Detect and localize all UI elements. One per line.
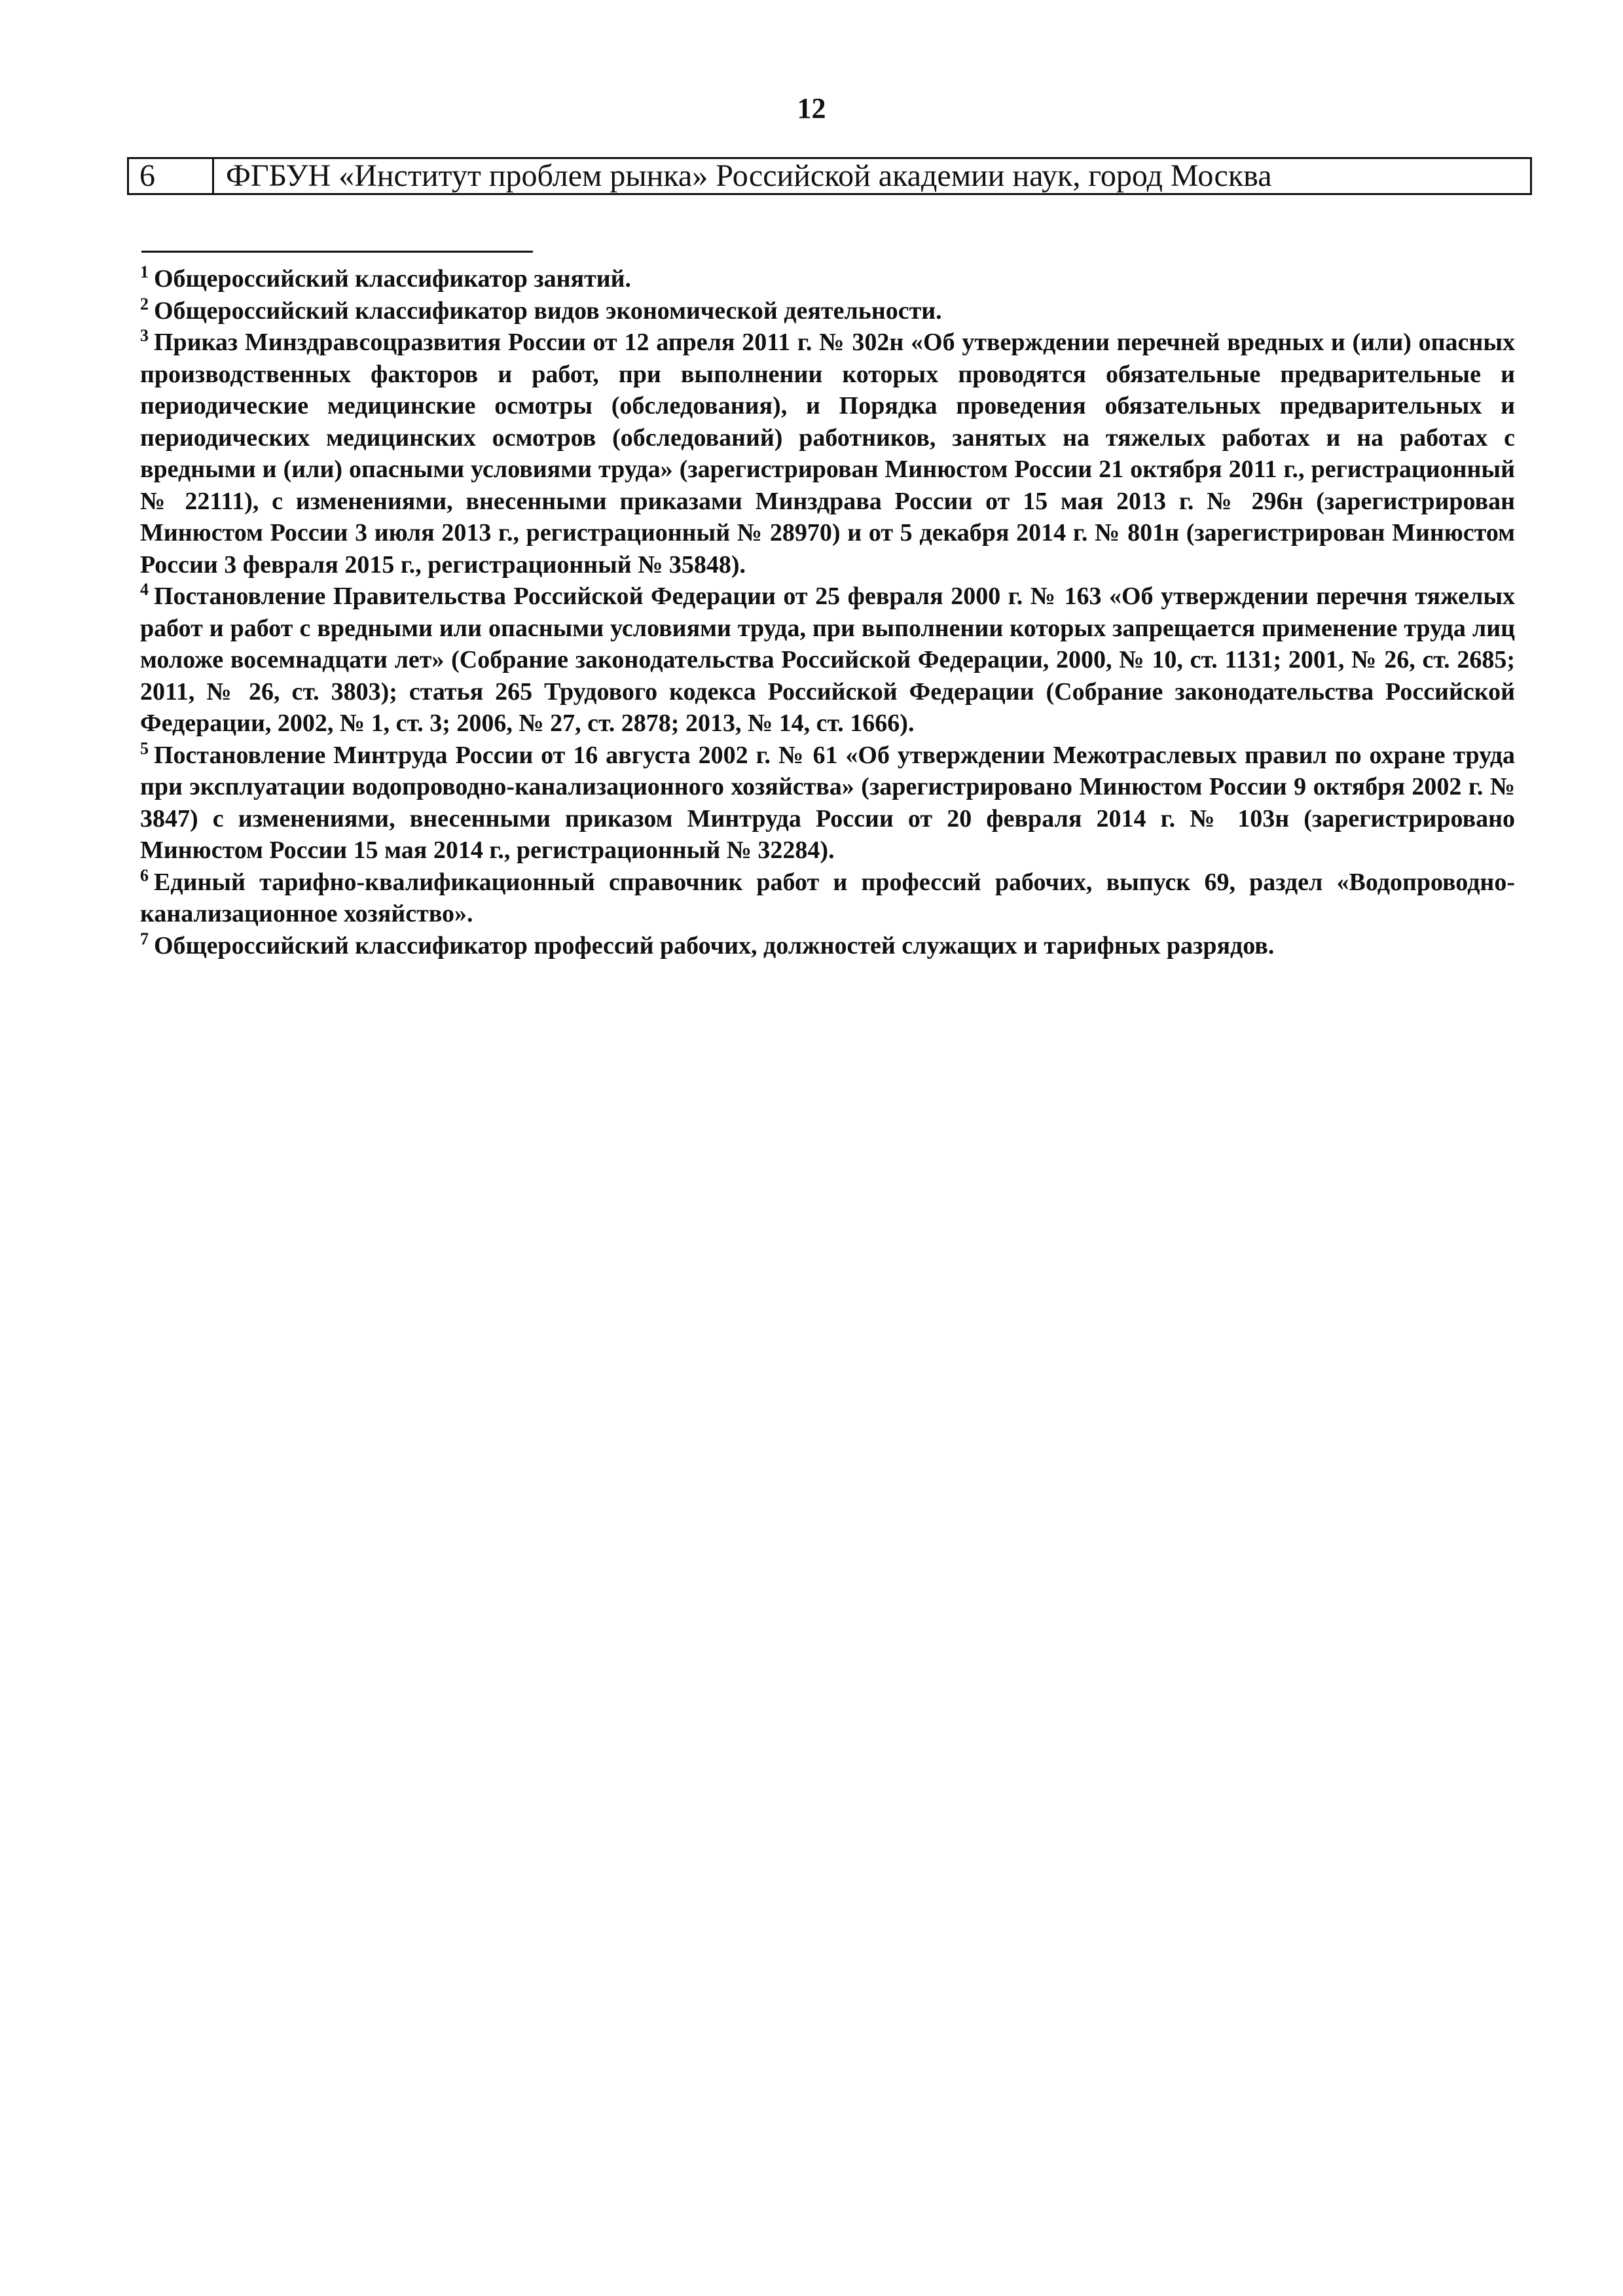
footnote-marker: 2 [140,294,149,314]
footnote-text: Единый тарифно-квалификационный справочник работ и профессий рабочих, выпуск 69, раздел «Водопроводно-канализационное хозяйство». [140,868,1515,927]
footnote-marker: 6 [140,865,149,885]
footnote-4 [140,581,1515,740]
footnote-7 [140,930,1515,962]
footnote-marker: 5 [140,738,149,758]
footnote-1 [140,263,1515,295]
organization-name-cell: ФГБУН «Институт проблем рынка» Российской академии наук, город Москва [226,159,1272,193]
footnote-6 [140,867,1515,930]
footnote-text: Общероссийский классификатор профессий рабочих, должностей служащих и тарифных разрядов. [154,931,1275,960]
footnote-5 [140,740,1515,867]
footnote-text: Приказ Минздравсоцразвития России от 12 апреля 2011 г. № 302н «Об утверждении перечней вредных и (или) опасных производственных факторов и работ, при выполнении которых проводятся обязательные предварительные и периодические медицинские осмотры (обследования), и Порядка проведения обязательных предварительных и периодических медицинских осмотров (обследований) работников, занятых на тяжелых работах и на работах с вредными и (или) опасными условиями труда» (зарегистрирован Минюстом России 21 октября 2011 г., регистрационный № 22111), с изменениями, внесенными приказами Минздрава России от 15 мая 2013 г. № 296н (зарегистрирован Минюстом России 3 июля 2013 г., регистрационный № 28970) и от 5 декабря 2014 г. № 801н (зарегистрирован Минюстом России 3 февраля 2015 г., регистрационный № 35848). [140,329,1515,579]
footnote-3 [140,327,1515,581]
footnote-marker: 7 [140,929,149,948]
footnote-marker: 4 [140,580,149,599]
footnote-marker: 1 [140,262,149,281]
organization-table-row [127,157,1532,195]
footnote-text: Общероссийский классификатор занятий. [154,265,632,293]
footnote-text: Общероссийский классификатор видов экономической деятельности. [154,296,942,325]
row-number-cell: 6 [129,159,214,193]
footnote-text: Постановление Правительства Российской Федерации от 25 февраля 2000 г. № 163 «Об утверждении перечня тяжелых работ и работ с вредными или опасными условиями труда, при выполнении которых запрещается применение труда лиц моложе восемнадцати лет» (Собрание законодательства Российской Федерации, 2000, № 10, ст. 1131; 2001, № 26, ст. 2685; 2011, № 26, ст. 3803); статья 265 Трудового кодекса Российской Федерации (Собрание законодательства Российской Федерации, 2002, № 1, ст. 3; 2006, № 27, ст. 2878; 2013, № 14, ст. 1666). [140,583,1515,737]
footnote-marker: 3 [140,326,149,345]
page-number: 12 [797,92,826,124]
footnote-2 [140,295,1515,327]
footnote-separator [141,251,533,253]
footnote-text: Постановление Минтруда России от 16 августа 2002 г. № 61 «Об утверждении Межотраслевых правил по охране труда при эксплуатации водопроводно-канализационного хозяйства» (зарегистрировано Минюстом России 9 октября 2002 г. № 3847) с изменениями, внесенными приказом Минтруда России от 20 февраля 2014 г. № 103н (зарегистрировано Минюстом России 15 мая 2014 г., регистрационный № 32284). [140,741,1515,864]
footnotes-section [140,263,1515,961]
